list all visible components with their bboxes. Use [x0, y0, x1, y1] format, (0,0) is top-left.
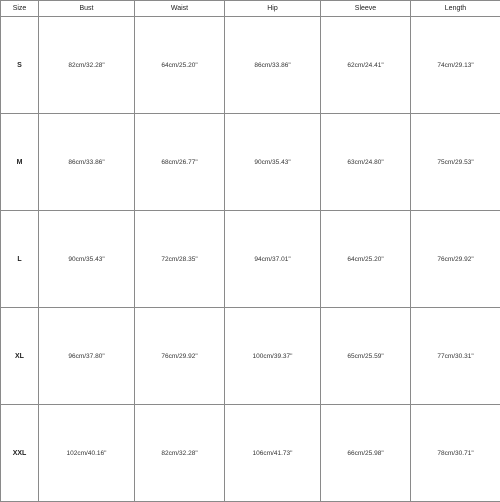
bust-value: 102cm/40.16": [39, 405, 135, 502]
length-value: 76cm/29.92": [411, 211, 500, 308]
header-bust: Bust: [39, 1, 135, 17]
waist-value: 76cm/29.92": [135, 308, 225, 405]
hip-value: 86cm/33.86": [225, 17, 321, 114]
header-row: [1, 1, 500, 17]
waist-value: 64cm/25.20": [135, 17, 225, 114]
sleeve-value: 64cm/25.20": [321, 211, 411, 308]
length-value: 75cm/29.53": [411, 114, 500, 211]
sleeve-value: 62cm/24.41": [321, 17, 411, 114]
size-label: M: [1, 114, 39, 211]
header-waist: Waist: [135, 1, 225, 17]
table-row: [1, 17, 500, 114]
header-size: Size: [1, 1, 39, 17]
size-chart-header: [1, 1, 500, 17]
sleeve-value: 65cm/25.59": [321, 308, 411, 405]
header-hip: Hip: [225, 1, 321, 17]
header-sleeve: Sleeve: [321, 1, 411, 17]
bust-value: 96cm/37.80": [39, 308, 135, 405]
hip-value: 90cm/35.43": [225, 114, 321, 211]
size-label: L: [1, 211, 39, 308]
size-label: XL: [1, 308, 39, 405]
bust-value: 90cm/35.43": [39, 211, 135, 308]
hip-value: 106cm/41.73": [225, 405, 321, 502]
bust-value: 82cm/32.28": [39, 17, 135, 114]
waist-value: 82cm/32.28": [135, 405, 225, 502]
table-row: [1, 308, 500, 405]
table-row: [1, 114, 500, 211]
bust-value: 86cm/33.86": [39, 114, 135, 211]
sleeve-value: 63cm/24.80": [321, 114, 411, 211]
length-value: 77cm/30.31": [411, 308, 500, 405]
sleeve-value: 66cm/25.98": [321, 405, 411, 502]
table-row: [1, 211, 500, 308]
size-label: XXL: [1, 405, 39, 502]
size-label: S: [1, 17, 39, 114]
hip-value: 100cm/39.37": [225, 308, 321, 405]
waist-value: 72cm/28.35": [135, 211, 225, 308]
size-chart-body: [1, 17, 500, 502]
waist-value: 68cm/26.77": [135, 114, 225, 211]
length-value: 78cm/30.71": [411, 405, 500, 502]
table-row: [1, 405, 500, 502]
length-value: 74cm/29.13": [411, 17, 500, 114]
hip-value: 94cm/37.01": [225, 211, 321, 308]
header-length: Length: [411, 1, 500, 17]
